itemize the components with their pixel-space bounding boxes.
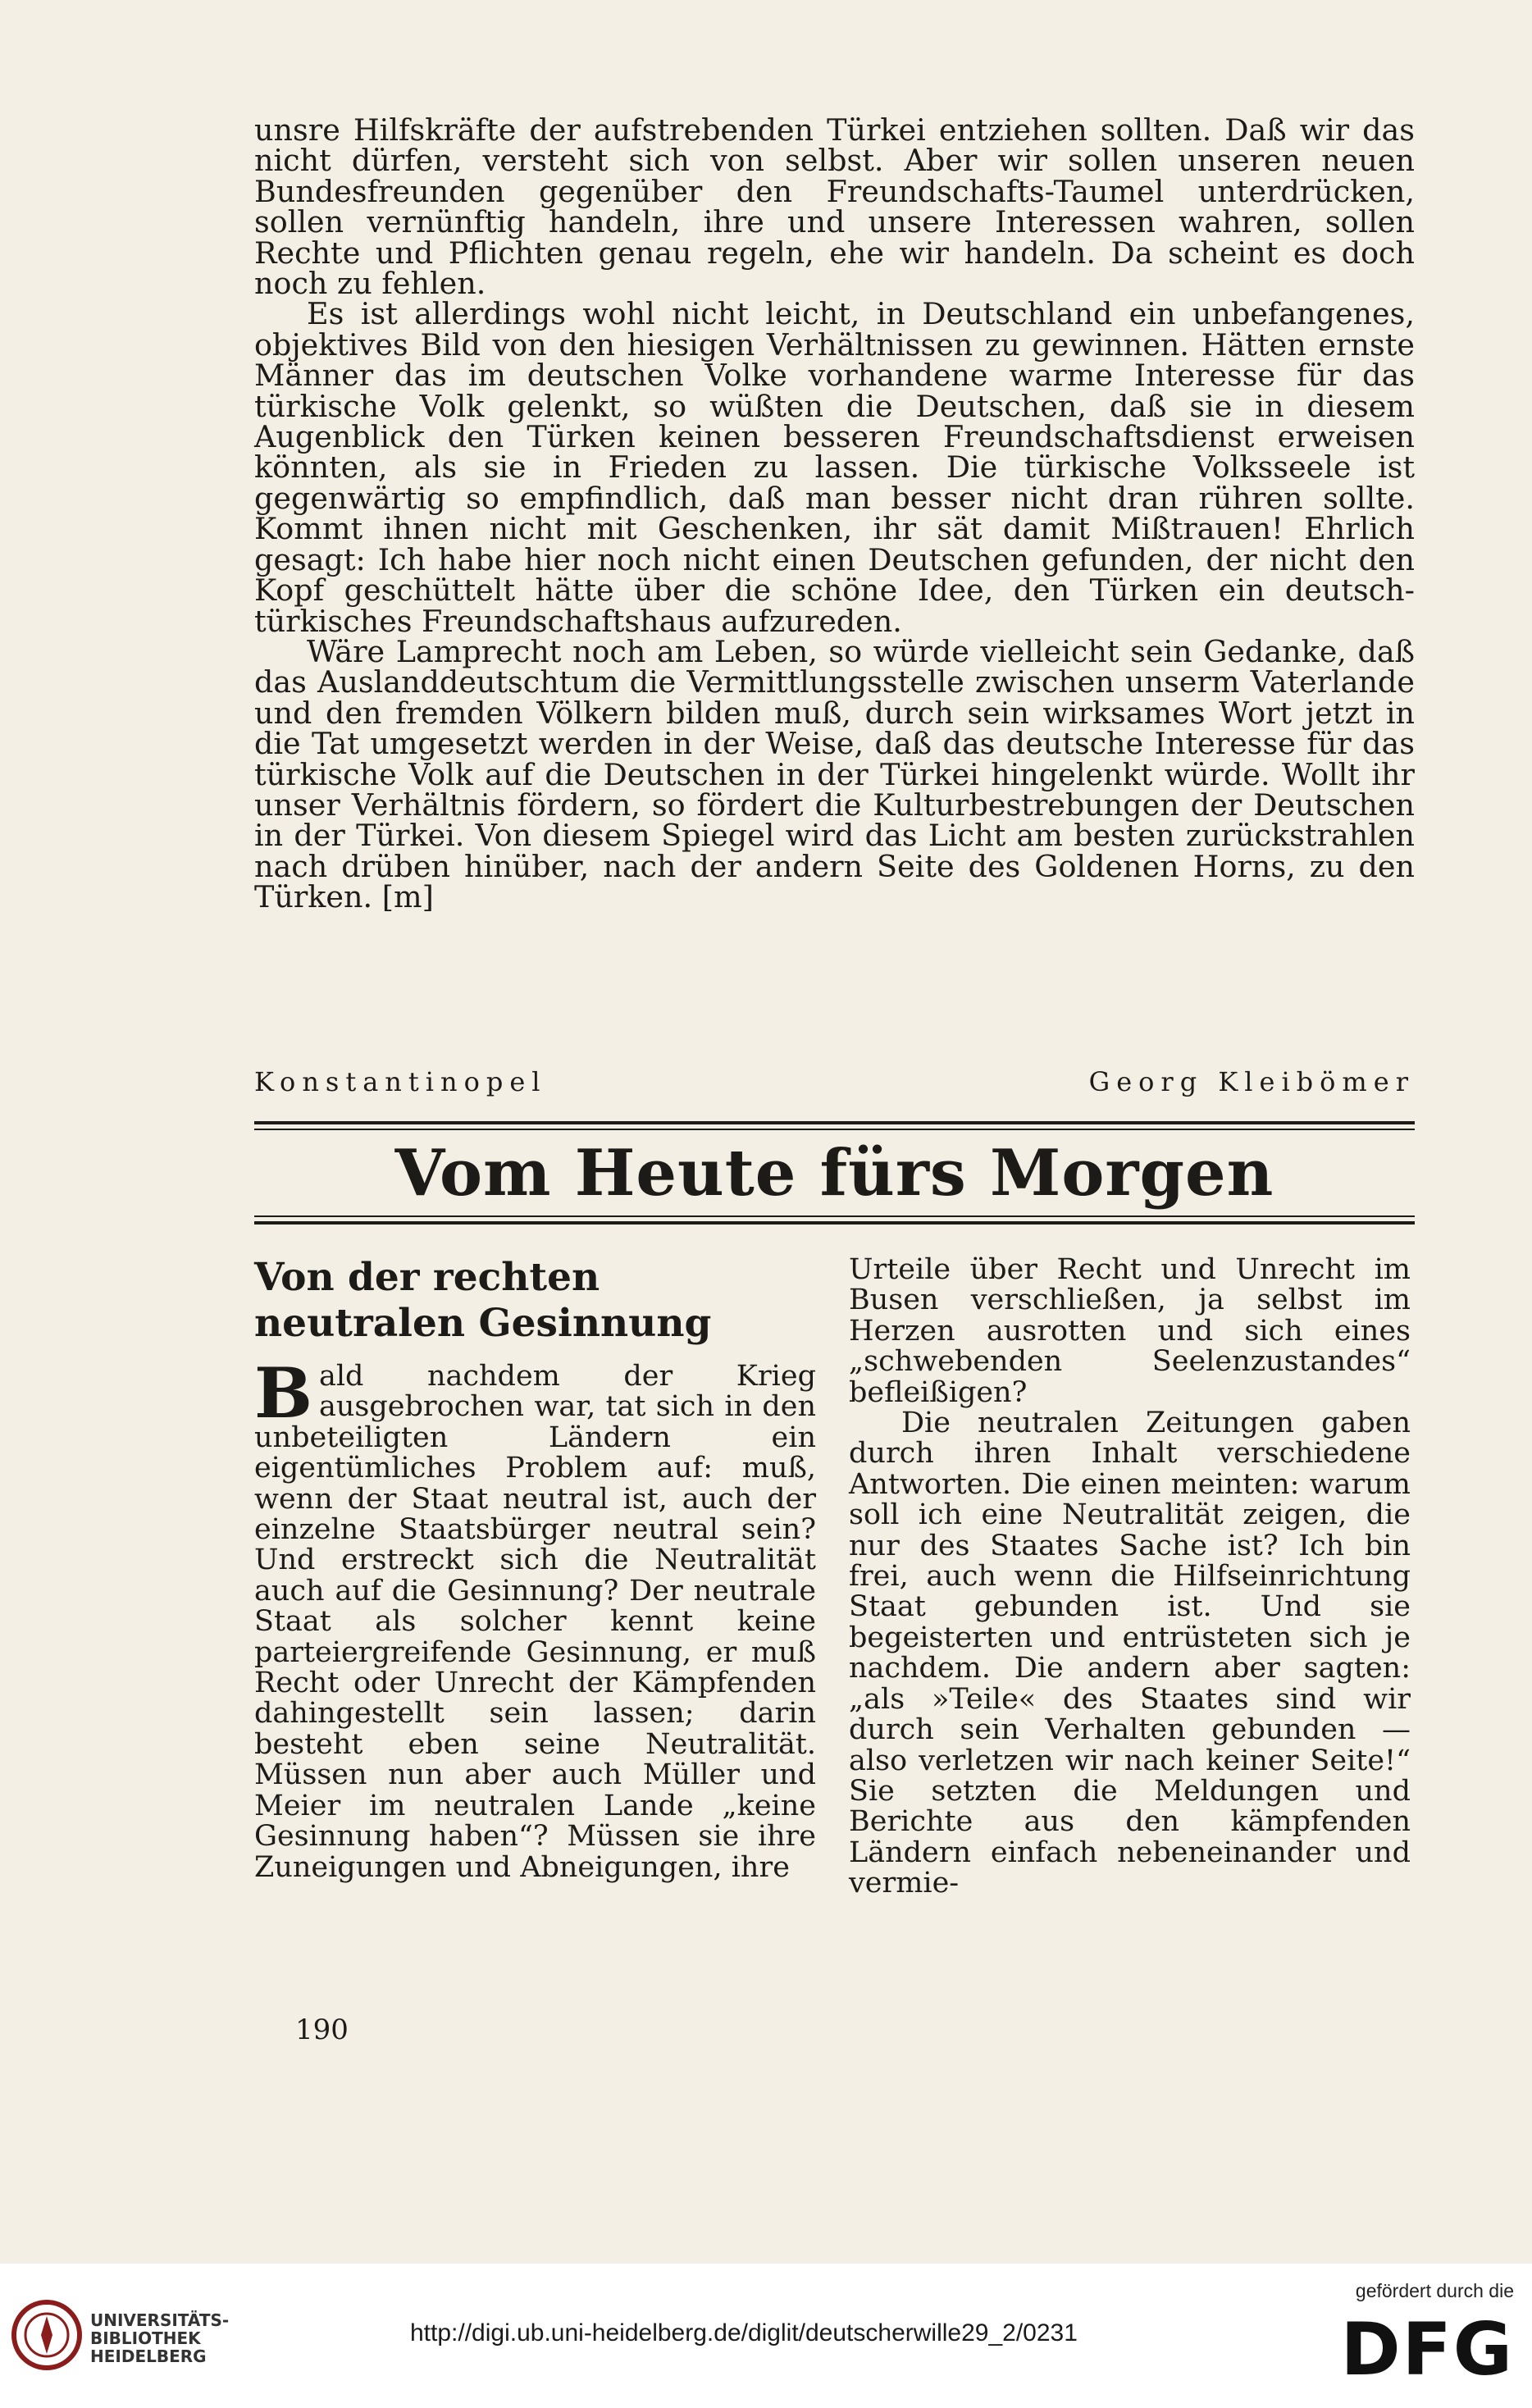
section-rule-top-thin — [254, 1129, 1415, 1130]
university-name: UNIVERSITÄTS- BIBLIOTHEK HEIDELBERG — [90, 2310, 230, 2366]
section-rule-bottom-thick — [254, 1221, 1415, 1225]
left-column — [254, 1255, 816, 1883]
funding-note: gefördert durch die — [1355, 2280, 1514, 2301]
university-seal-icon — [10, 2298, 84, 2372]
right-column — [849, 1255, 1411, 1899]
page-number: 190 — [295, 2014, 349, 2046]
signature-place: Konstantinopel — [254, 1066, 547, 1097]
section-rule-bottom-thin — [254, 1215, 1415, 1217]
paragraph-1: unsre Hilfskräfte der aufstrebenden Türkei entziehen sollten. Daß wir das nicht dürfen, versteht sich von selbst. Aber wir sollen unseren neuen Bundesfreunden gegenüber den Freundschafts-Taumel unterdrücken, sollen vernünftig handeln, ihre und unsere Interessen wahren, sollen Rechte und Pflichten genau regeln, ehe wir handeln. Da scheint es doch noch zu fehlen. — [254, 112, 1415, 302]
signature-author: Georg Kleibömer — [1088, 1066, 1415, 1097]
section-title: Vom Heute fürs Morgen — [394, 1136, 1274, 1211]
right-paragraph-2: Die neutralen Zeitungen gaben durch ihren Inhalt verschiedene Antworten. Die einen meinten: warum soll ich eine Neutralität zeigen, die nur des Staates Sache ist? Ich bin frei, auch wenn die Hilfseinrichtung Staat gebunden ist. Und sie begeisterten und entrüsteten sich je nachdem. Die andern aber sagten: „als »Teile« des Staates sind wir durch sein Verhalten gebunden — also verletzen wir nach keiner Seite!“ Sie setzten die Meldungen und Berichte aus den kämpfenden Ländern einfach nebeneinander und vermie- — [849, 1407, 1411, 1900]
source-url-link[interactable]: http://digi.ub.uni-heidelberg.de/diglit/deutscherwille29_2/0231 — [410, 2319, 1078, 2346]
dfg-logo: DFG — [1340, 2307, 1514, 2392]
article-signature — [254, 1066, 1415, 1097]
section-rule-top-thick — [254, 1121, 1415, 1124]
right-paragraph-1: Urteile über Recht und Unrecht im Busen verschließen, ja selbst im Herzen ausrotten und sich eines „schwebenden Seelenzustandes“ befleißigen? — [849, 1253, 1411, 1409]
paragraph-2: Es ist allerdings wohl nicht leicht, in Deutschland ein unbefangenes, objektives Bild von den hiesigen Verhältnissen zu gewinnen. Hätten ernste Männer das im deutschen Volke vorhandene warme Interesse für das türkische Volk gelenkt, so wüßten die Deutschen, daß sie in diesem Augenblick den Türken keinen besseren Freundschaftsdienst erweisen könnten, als sie in Frieden zu lassen. Die türkische Volksseele ist gegenwärtig so empfindlich, daß man besser nicht dran rühren sollte. Kommt ihnen nicht mit Geschenken, ihr sät damit Mißtrauen! Ehrlich gesagt: Ich habe hier noch nicht einen Deutschen gefunden, der nicht den Kopf geschüttelt hätte über die schöne Idee, den Türken ein deutsch-türkisches Freundschaftshaus aufzureden. — [254, 296, 1415, 639]
paragraph-3: Wäre Lamprecht noch am Leben, so würde vielleicht sein Gedanke, daß das Auslanddeutschtum die Vermittlungsstelle zwischen unserm Vaterlande und den fremden Völkern bilden muß, durch sein wirksames Wort jetzt in die Tat umgesetzt werden in der Weise, daß das deutsche Interesse für das türkische Volk auf die Deutschen in der Türkei hingelenkt würde. Wollt ihr unser Verhältnis fördern, so fördert die Kulturbestrebungen der Deutschen in der Türkei. Von diesem Spiegel wird das Licht am besten zurückstrahlen nach drüben hinüber, nach der andern Seite des Goldenen Horns, zu den Türken. [m] — [254, 633, 1415, 915]
article-title: Von der rechten neutralen Gesinnung — [254, 1255, 712, 1346]
continued-article-text — [254, 112, 1415, 915]
drop-cap: B — [254, 1352, 312, 1434]
left-paragraph: Bald nachdem der Krieg ausgebrochen war, tat sich in den unbeteiligten Ländern ein eigentümliches Problem auf: muß, wenn der Staat neutral ist, auch der einzelne Staatsbürger neutral sein? Und erstreckt sich die Neutralität auch auf die Gesinnung? Der neutrale Staat als solcher kennt keine parteiergreifende Gesinnung, er muß Recht oder Unrecht der Kämpfenden dahingestellt sein lassen; darin besteht eben seine Neutralität. Müssen nun aber auch Müller und Meier im neutralen Lande „keine Gesinnung haben“? Müssen sie ihre Zuneigungen und Abneigungen, ihre — [254, 1352, 816, 1884]
footer-bar — [0, 2264, 1532, 2408]
